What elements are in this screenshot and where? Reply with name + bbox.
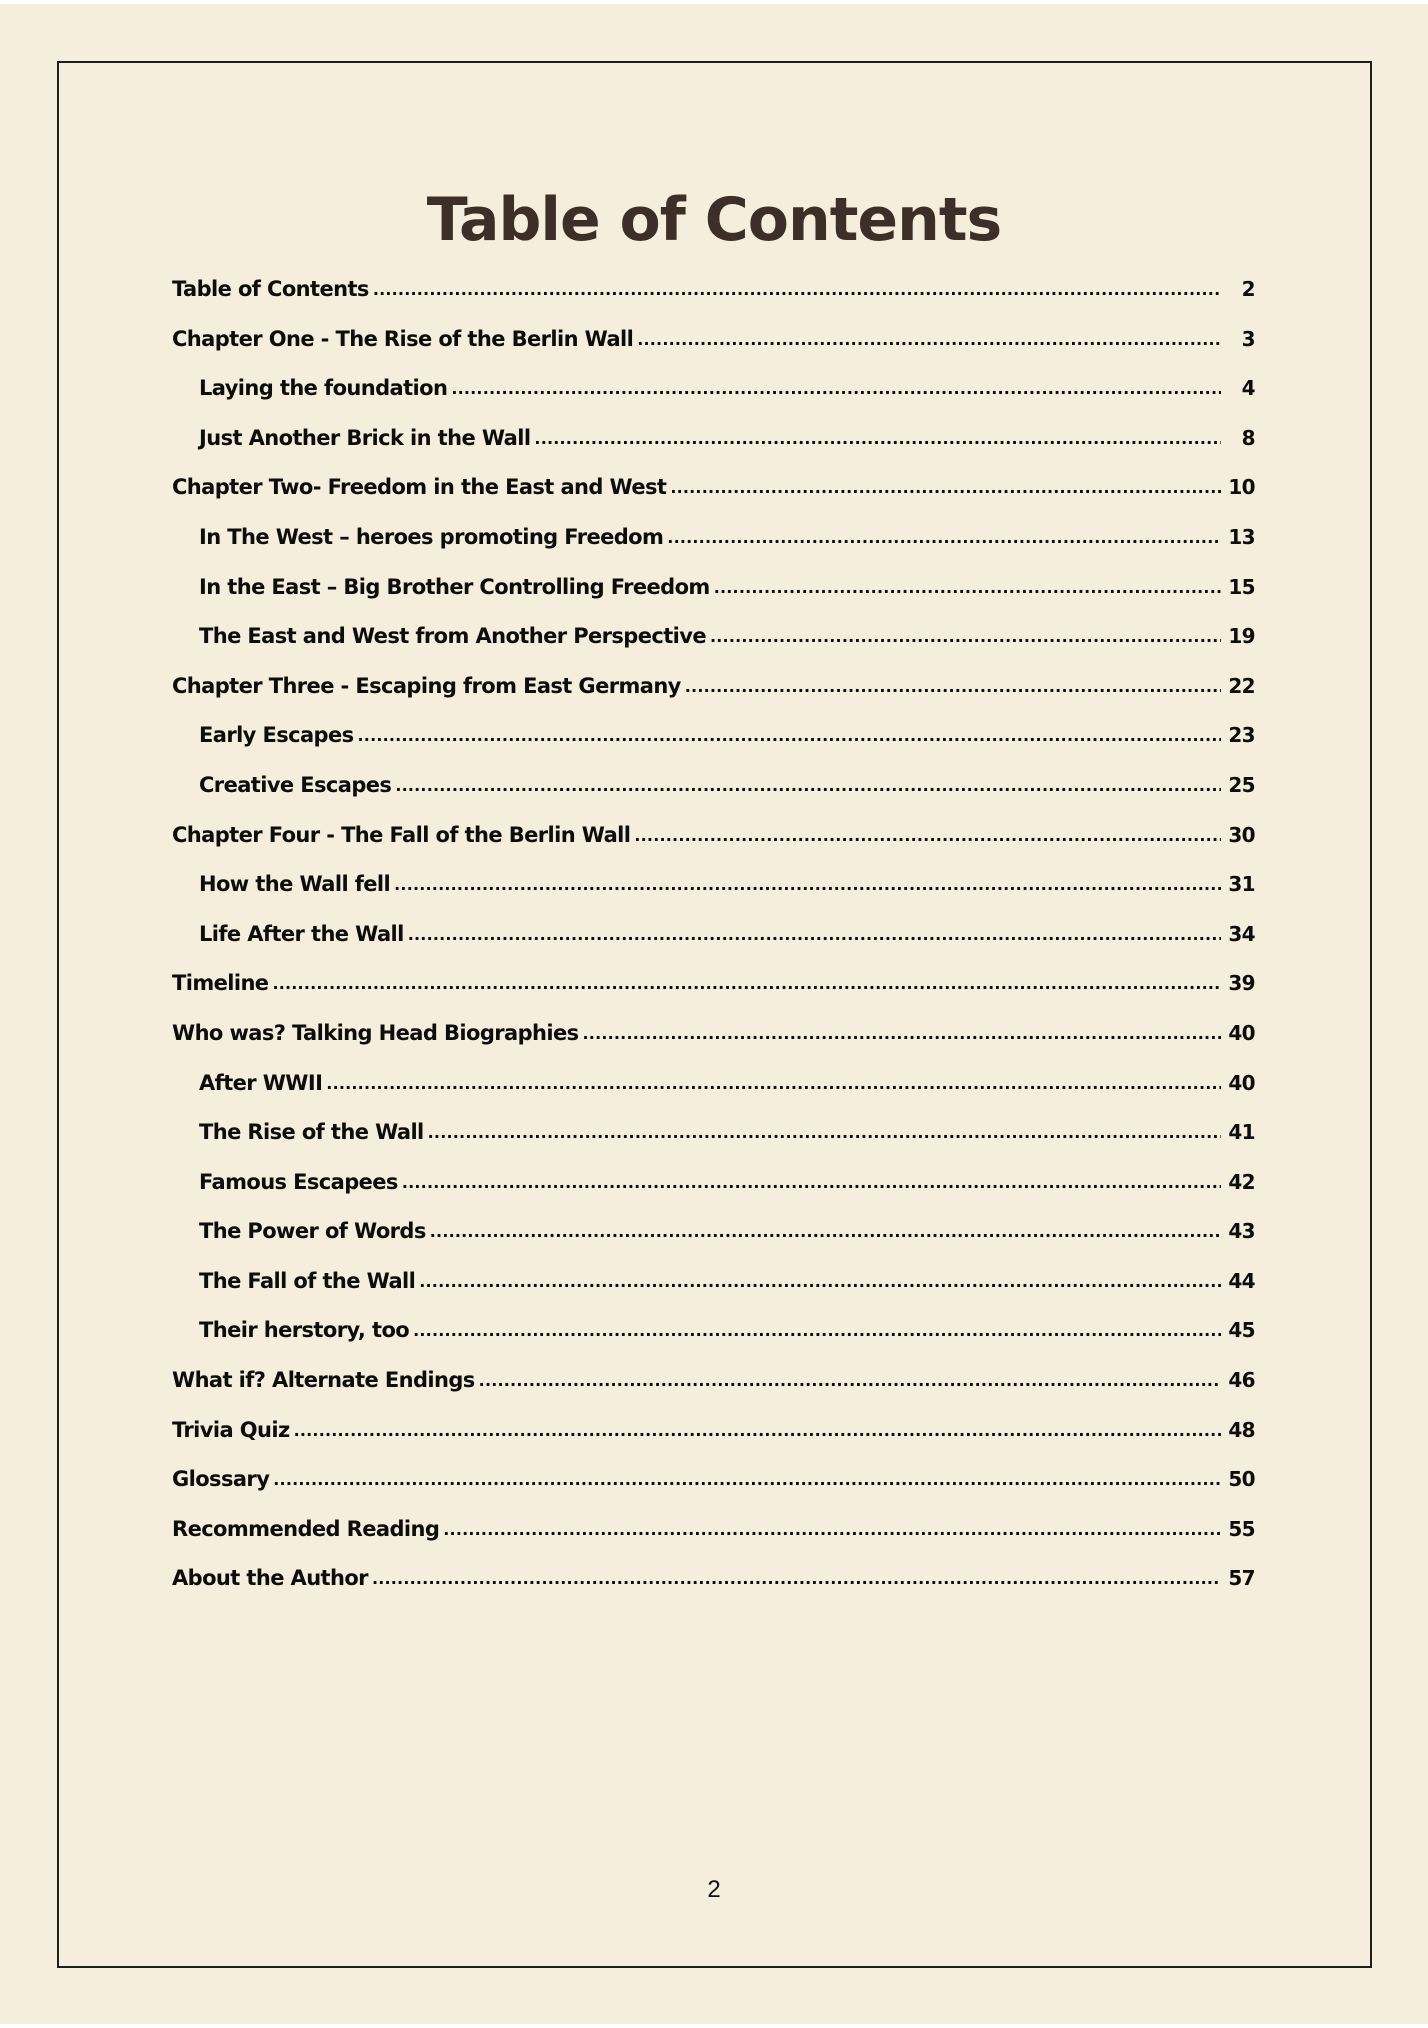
toc-entry-label: About the Author [172,1566,368,1591]
toc-entry[interactable] [172,1563,1255,1613]
dot-leader [443,1515,1221,1545]
dot-leader [294,1416,1221,1446]
toc-entry-page: 48 [1228,1417,1255,1442]
dot-leader [710,622,1221,652]
toc-entry[interactable] [172,968,1255,1018]
page-title: Table of Contents [426,185,1002,255]
dot-leader [637,325,1221,355]
toc-entry-page: 57 [1228,1566,1255,1591]
dot-leader [272,969,1221,999]
toc-entry[interactable] [172,820,1255,870]
toc-entry[interactable] [172,720,1255,770]
toc-entry-label: Recommended Reading [172,1516,440,1541]
toc-entry-label: In the East – Big Brother Controlling Freedom [199,574,710,599]
toc-entry[interactable] [172,869,1255,919]
dot-leader [413,1316,1221,1346]
toc-entry-page: 4 [1241,376,1255,401]
toc-entry-page: 3 [1241,326,1255,351]
dot-leader [583,1019,1221,1049]
toc-entry-label: The East and West from Another Perspective [199,624,706,649]
table-of-contents [172,274,1255,1613]
toc-entry[interactable] [172,572,1255,622]
toc-entry-label: Timeline [172,971,269,996]
toc-entry-page: 15 [1228,574,1255,599]
dot-leader [358,721,1221,751]
toc-entry-page: 46 [1228,1368,1255,1393]
toc-entry-page: 8 [1241,425,1255,450]
dot-leader [451,374,1221,404]
document-page [0,4,1428,2024]
dot-leader [634,821,1221,851]
toc-entry-label: Just Another Brick in the Wall [199,425,531,450]
toc-entry-label: Early Escapes [199,723,354,748]
toc-entry-label: Glossary [172,1467,270,1492]
toc-entry-label: Chapter Two- Freedom in the East and West [172,475,667,500]
toc-entry[interactable] [172,919,1255,969]
toc-entry-label: Trivia Quiz [172,1417,290,1442]
toc-entry[interactable] [172,472,1255,522]
toc-entry-page: 19 [1228,624,1255,649]
toc-entry[interactable] [172,671,1255,721]
dot-leader [408,920,1221,950]
toc-entry-label: Chapter Three - Escaping from East Germany [172,673,681,698]
dot-leader [534,424,1221,454]
toc-entry-label: In The West – heroes promoting Freedom [199,524,664,549]
dot-leader [714,573,1221,603]
dot-leader [685,672,1221,702]
toc-entry[interactable] [172,324,1255,374]
dot-leader [670,473,1221,503]
toc-entry-label: Famous Escapees [199,1169,398,1194]
page-number: 2 [707,1876,721,1903]
toc-entry[interactable] [172,1415,1255,1465]
toc-entry-label: Chapter Four - The Fall of the Berlin Wall [172,822,631,847]
toc-entry-label: Their herstory, too [199,1318,410,1343]
toc-entry[interactable] [172,1167,1255,1217]
toc-entry[interactable] [172,1068,1255,1118]
toc-entry[interactable] [172,1117,1255,1167]
dot-leader [373,275,1221,305]
toc-entry-label: Who was? Talking Head Biographies [172,1020,579,1045]
toc-entry[interactable] [172,1514,1255,1564]
toc-entry-page: 44 [1228,1268,1255,1293]
toc-entry-page: 41 [1228,1120,1255,1145]
dot-leader [402,1168,1221,1198]
toc-entry-page: 55 [1228,1516,1255,1541]
toc-entry-page: 25 [1228,772,1255,797]
dot-leader [395,771,1221,801]
toc-entry-page: 13 [1228,524,1255,549]
toc-entry[interactable] [172,1315,1255,1365]
dot-leader [428,1118,1221,1148]
toc-entry-page: 50 [1228,1467,1255,1492]
toc-entry-label: Creative Escapes [199,772,392,797]
toc-entry-label: After WWII [199,1070,323,1095]
toc-entry-label: The Fall of the Wall [199,1268,416,1293]
toc-entry-page: 22 [1228,673,1255,698]
toc-entry[interactable] [172,522,1255,572]
toc-entry-page: 2 [1241,277,1255,301]
toc-entry-label: Laying the foundation [199,376,448,401]
toc-entry-page: 34 [1228,921,1255,946]
toc-entry-page: 23 [1228,723,1255,748]
toc-entry-label: Life After the Wall [199,921,404,946]
toc-entry-page: 40 [1228,1070,1255,1095]
toc-entry[interactable] [172,1464,1255,1514]
toc-entry-label: Chapter One - The Rise of the Berlin Wall [172,326,634,351]
toc-entry[interactable] [172,373,1255,423]
toc-entry-page: 45 [1228,1318,1255,1343]
dot-leader [419,1267,1221,1297]
toc-entry[interactable] [172,1365,1255,1415]
dot-leader [326,1069,1221,1099]
toc-entry[interactable] [172,1216,1255,1266]
toc-entry-page: 40 [1228,1020,1255,1045]
toc-entry[interactable] [172,1266,1255,1316]
toc-entry[interactable] [172,621,1255,671]
toc-entry-label: How the Wall fell [199,872,391,897]
toc-entry[interactable] [172,274,1255,324]
toc-entry-label: The Rise of the Wall [199,1120,424,1145]
dot-leader [667,523,1221,553]
toc-entry[interactable] [172,423,1255,473]
dot-leader [479,1366,1221,1396]
toc-entry-page: 10 [1228,475,1255,500]
toc-entry-label: The Power of Words [199,1219,426,1244]
toc-entry-page: 31 [1228,872,1255,897]
toc-entry[interactable] [172,770,1255,820]
dot-leader [372,1564,1221,1594]
dot-leader [430,1217,1221,1247]
toc-entry-page: 30 [1228,822,1255,847]
toc-entry-page: 43 [1228,1219,1255,1244]
toc-entry-label: Table of Contents [172,277,369,301]
toc-entry[interactable] [172,1018,1255,1068]
dot-leader [273,1465,1221,1495]
toc-entry-page: 42 [1228,1169,1255,1194]
dot-leader [394,870,1221,900]
toc-entry-page: 39 [1228,971,1255,996]
toc-entry-label: What if? Alternate Endings [172,1368,475,1393]
